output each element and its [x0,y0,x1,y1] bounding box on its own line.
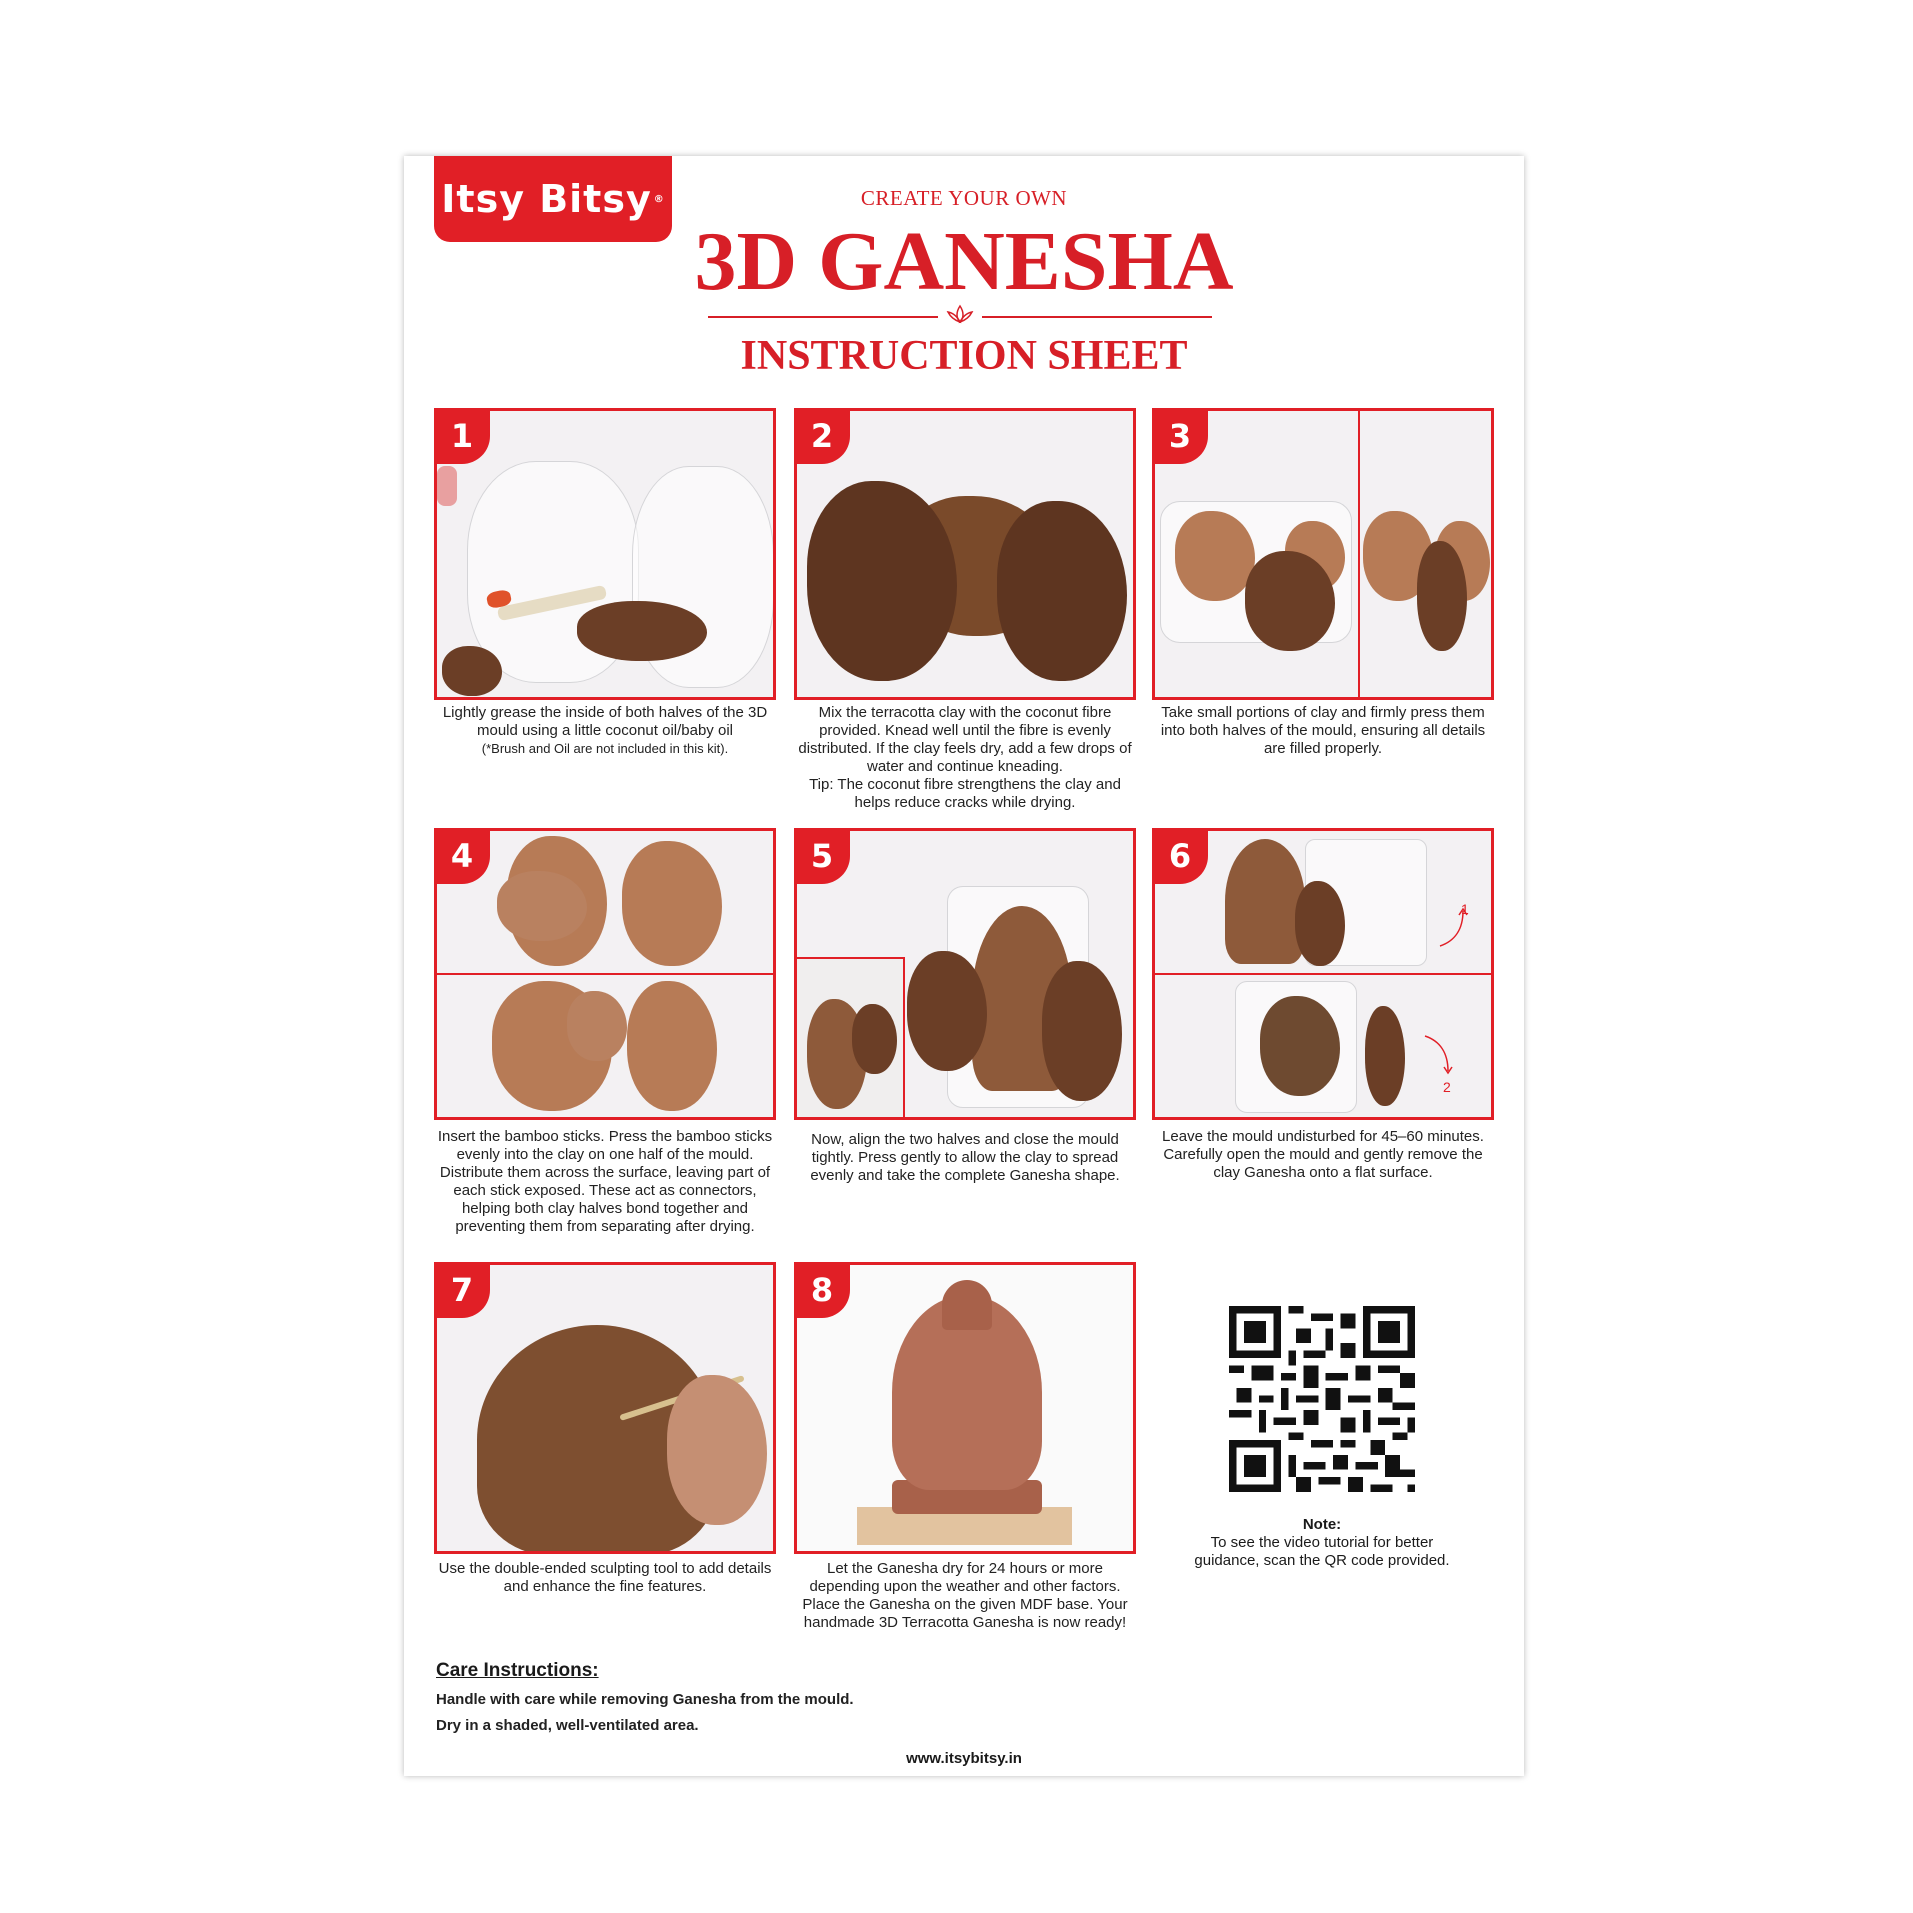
clay-half-4 [627,981,717,1111]
inset-hand [852,1004,897,1074]
hand-right [997,501,1127,681]
arrow-1-icon [1435,901,1475,951]
step-3-image [1152,408,1494,700]
ganesha-removed [1225,839,1305,964]
step-2-text: Mix the terracotta clay with the coconut fibre provided. Knead well until the fibre is evenly distributed. If the clay feels dry, add a few drops of water and continue kneading. [798,704,1132,775]
header-divider-right [982,316,1212,318]
oil-bottle [437,466,457,506]
step-1-caption [434,704,776,758]
hand-left [907,951,987,1071]
ganesha-bottom [1260,996,1340,1096]
lotus-icon [946,304,974,324]
step-3-divider [1358,411,1360,697]
step-8-image [794,1262,1136,1554]
step-4-caption: Insert the bamboo sticks. Press the bamboo sticks evenly into the clay on one half of the mould. Distribute them across the surface, leaving part of each stick exposed. These act as connectors, helping both clay halves bond together and preventing them from separating after drying. [437,1128,773,1235]
header-subtitle: CREATE YOUR OWN [860,186,1068,210]
step-2-badge: 2 [794,408,850,464]
brand-logo-text: Itsy Bitsy [441,177,652,221]
care-line-2: Dry in a shaded, well-ventilated area. [436,1717,699,1734]
step-4-divider [437,973,773,975]
care-line-1: Handle with care while removing Ganesha from the mould. [436,1691,854,1708]
hand-left [442,646,502,696]
step-4-image [434,828,776,1120]
header-divider-left [708,316,938,318]
step-1-image [434,408,776,700]
step-1-text: Lightly grease the inside of both halves of the 3D mould using a little coconut oil/baby oil [442,704,768,739]
arrow-2-icon [1420,1031,1460,1081]
hand-bottom [567,991,627,1061]
step-8-badge: 8 [794,1262,850,1318]
step-7-caption: Use the double-ended sculpting tool to add details and enhance the fine features. [438,1560,772,1595]
clay-half-2 [622,841,722,966]
step-6-badge: 6 [1152,828,1208,884]
care-heading: Care Instructions: [436,1660,599,1681]
step-5-badge: 5 [794,828,850,884]
qr-note [1190,1516,1454,1570]
step-7-badge: 7 [434,1262,490,1318]
step-5-caption: Now, align the two halves and close the mould tightly. Press gently to allow the clay to spread evenly and take the complete Ganesha shape. [810,1131,1120,1184]
hand-right [577,601,707,661]
qr-note-heading: Note: [1302,1516,1342,1533]
step-6-divider [1155,973,1491,975]
step-7-image [434,1262,776,1554]
step-8-caption: Let the Ganesha dry for 24 hours or more depending upon the weather and other factors. Place the Ganesha on the given MDF base. Your handmade 3D Terracotta Ganesha is now ready! [802,1560,1128,1631]
hand-bottom [1365,1006,1405,1106]
footer-website-link[interactable]: www.itsybitsy.in [906,1750,1022,1767]
arrow-label-1: 1 [1461,901,1469,917]
step-2-tip: Tip: The coconut fibre strengthens the clay and helps reduce cracks while drying. [809,776,1121,811]
step-3-badge: 3 [1152,408,1208,464]
instruction-sheet [404,156,1524,1776]
header-title: 3D GANESHA [694,215,1234,308]
qr-note-text: To see the video tutorial for better guidance, scan the QR code provided. [1194,1534,1450,1569]
qr-code-icon[interactable] [1229,1306,1415,1492]
hand-top [1295,881,1345,966]
hand-right [1417,541,1467,651]
step-6-image [1152,828,1494,1120]
step-5-image [794,828,1136,1120]
step-1-badge: 1 [434,408,490,464]
step-2-caption [794,704,1136,812]
arrow-label-2: 2 [1443,1079,1451,1095]
step-2-image [794,408,1136,700]
step-1-note: (*Brush and Oil are not included in this kit). [481,741,729,756]
registered-mark: ® [653,193,665,205]
step-6-caption: Leave the mould undisturbed for 45–60 minutes. Carefully open the mould and gently remove the clay Ganesha onto a flat surface. [1162,1128,1484,1181]
header-sheet-title: INSTRUCTION SHEET [740,333,1188,379]
sculpting-hand [667,1375,767,1525]
step-5-inset [797,957,905,1120]
hand-right [1042,961,1122,1101]
hands-top [497,871,587,941]
ganesha-crown [942,1280,992,1330]
hand-press [1245,551,1335,651]
step-4-badge: 4 [434,828,490,884]
step-3-caption: Take small portions of clay and firmly press them into both halves of the mould, ensuring all details are filled properly. [1160,704,1486,757]
clay-portion-1 [1175,511,1255,601]
